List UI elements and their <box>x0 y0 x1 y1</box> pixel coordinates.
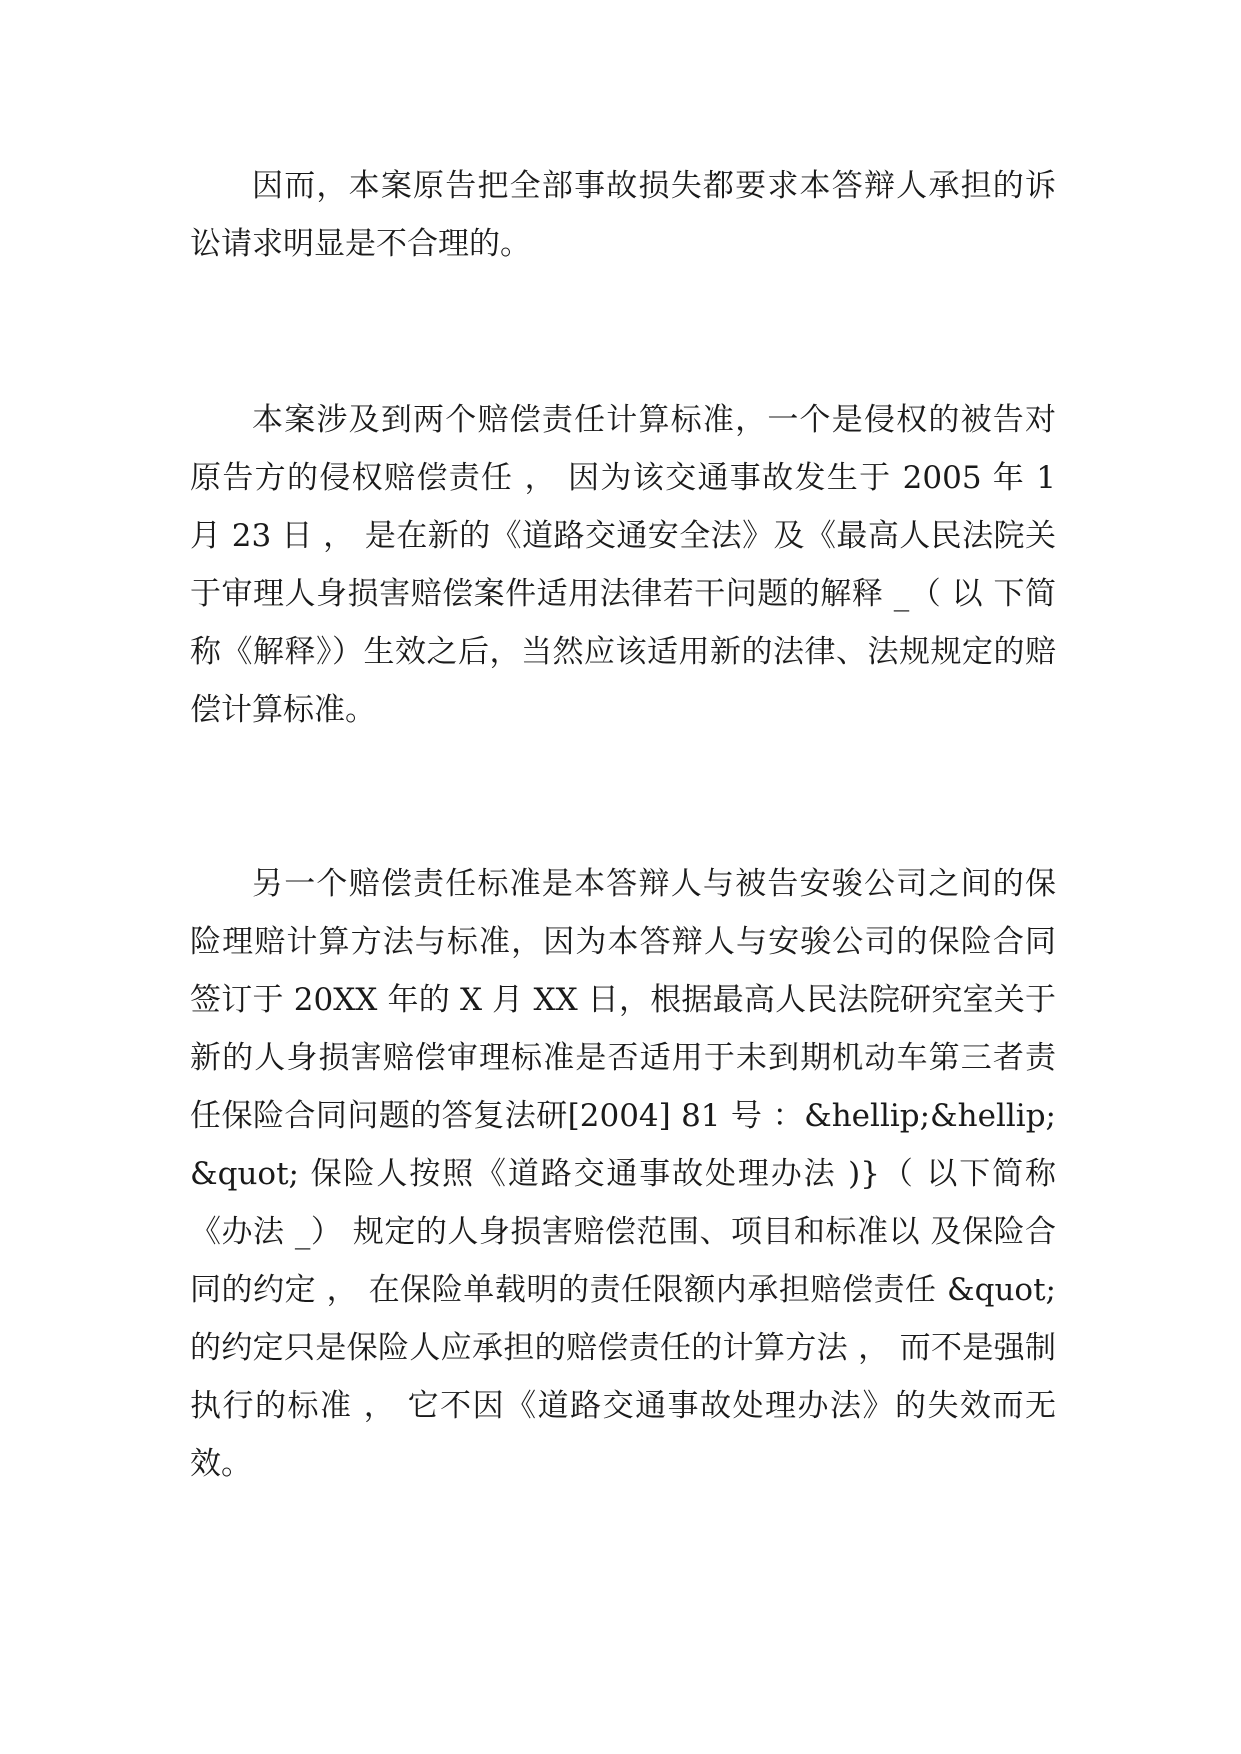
paragraph-2: 本案涉及到两个赔偿责任计算标准，一个是侵权的被告对原告方的侵权赔偿责任 ， 因为该交通事故发生于 2005 年 1 月 23 日 ， 是在新的《道路交通安全法》及《最高人民法院关于审理人身损害赔偿案件适用法律若干问题的解释 _（ 以 下简称《解释》）生效之后，当然应该适用新的法律、法规规定的赔偿计算标准。 <box>190 402 1056 728</box>
paragraph-3: 另一个赔偿责任标准是本答辩人与被告安骏公司之间的保险理赔计算方法与标准，因为本答辩人与安骏公司的保险合同签订于 20XX 年的 X 月 XX 日，根据最高人民法院研究室关于新的人身损害赔偿审理标准是否适用于未到期机动车第三者责任保险合同问题的答复法研[2004] 81 号 ：&hellip;&hellip; &quot; 保险人按照《道路交通事故处理办法 )}（ 以下简称《办法 _） 规定的人身损害赔偿范围、项目和标准以 及保险合同的约定 ， 在保险单载明的责任限额内承担赔偿责任 &quot; 的约定只是保险人应承担的赔偿责任的计算方法 ， 而不是强制执行的标准 ， 它不因《道路交通事故处理办法》的失效而无效。 <box>190 866 1056 1482</box>
paragraph-1: 因而，本案原告把全部事故损失都要求本答辩人承担的诉讼请求明显是不合理的。 <box>190 168 1056 262</box>
